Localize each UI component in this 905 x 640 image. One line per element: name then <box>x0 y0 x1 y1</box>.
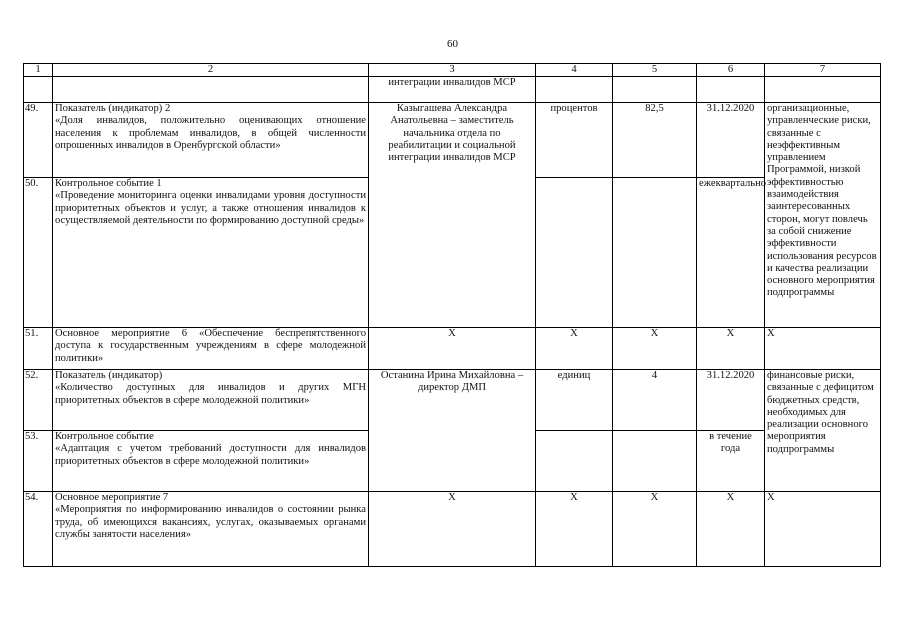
row-number: 49. <box>24 103 53 178</box>
responsible-cell: Останина Ирина Михайловна – директор ДМП <box>369 370 536 492</box>
x-mark: X <box>765 328 881 370</box>
x-mark: X <box>697 492 765 567</box>
events-table <box>23 63 881 567</box>
item-title: Показатель (индикатор) <box>55 370 163 381</box>
item-cell <box>53 431 369 492</box>
page-number: 60 <box>447 38 458 50</box>
item-title: Основное мероприятие 7 <box>55 492 169 503</box>
header-row <box>24 64 881 77</box>
header-cell: 1 <box>24 64 53 77</box>
value-cell: 82,5 <box>613 103 697 178</box>
header-cell: 3 <box>369 64 536 77</box>
date-cell: ежеквартально <box>697 178 765 328</box>
item-title: Контрольное событие 1 <box>55 178 162 189</box>
item-text: «Доля инвалидов, положительно оценивающих отношение населения к проблемам инвалидов, в общей численности опрошенных инвалидов в Оренбургской области» <box>55 115 366 151</box>
x-mark: X <box>613 328 697 370</box>
date-cell: в течение года <box>697 431 765 492</box>
row-number: 50. <box>24 178 53 328</box>
item-text: Основное мероприятие 6 «Обеспечение беспрепятственного доступа к государственным учреждениям в сфере молодежной политики» <box>53 328 369 370</box>
risks-cell: финансовые риски, связанные с дефицитом бюджетных средств, необходимых для реализации основного мероприятия подпрограммы <box>765 370 881 492</box>
x-mark: X <box>613 492 697 567</box>
x-mark: X <box>765 492 881 567</box>
table-row-52 <box>24 370 881 431</box>
date-cell: 31.12.2020 <box>697 103 765 178</box>
header-cell: 7 <box>765 64 881 77</box>
item-text: «Мероприятия по информированию инвалидов о состоянии рынка труда, об имеющихся вакансиях, услугах, оказываемых органами службы занятости населения» <box>55 504 366 540</box>
value-cell: 4 <box>613 370 697 431</box>
row-number: 52. <box>24 370 53 431</box>
risks-cell: организационные, управленческие риски, связанные с неэффективным управлением Программой, низкой эффективностью взаимодействия заинтересованных сторон, могут повлечь за собой снижение эффективности использования ресурсов и качества реализации основного мероприятия подпрограммы <box>765 103 881 328</box>
row-number: 54. <box>24 492 53 567</box>
x-mark: X <box>369 328 536 370</box>
item-title: Контрольное событие <box>55 431 154 442</box>
header-cell: 5 <box>613 64 697 77</box>
unit-cell: процентов <box>536 103 613 178</box>
table-row-51 <box>24 328 881 370</box>
header-cell: 2 <box>53 64 369 77</box>
table-row-54 <box>24 492 881 567</box>
x-mark: X <box>697 328 765 370</box>
continuation-row <box>24 77 881 103</box>
responsible-cell: интеграции инвалидов МСР <box>369 77 536 103</box>
header-cell: 6 <box>697 64 765 77</box>
x-mark: X <box>536 328 613 370</box>
date-cell: 31.12.2020 <box>697 370 765 431</box>
x-mark: X <box>536 492 613 567</box>
row-number: 53. <box>24 431 53 492</box>
table-row-49 <box>24 103 881 178</box>
item-cell <box>53 103 369 178</box>
row-number: 51. <box>24 328 53 370</box>
item-cell <box>53 492 369 567</box>
item-text: «Адаптация с учетом требований доступности для инвалидов приоритетных объектов в сфере молодежной политики» <box>55 443 366 467</box>
x-mark: X <box>369 492 536 567</box>
item-text: «Проведение мониторинга оценки инвалидами уровня доступности приоритетных объектов и услуг, а также отношения инвалидов к осуществляемой деятельности по формированию доступной среды» <box>55 190 366 226</box>
item-text: «Количество доступных для инвалидов и других МГН приоритетных объектов в сфере молодежной политики» <box>55 382 366 406</box>
item-title: Показатель (индикатор) 2 <box>55 103 171 114</box>
header-cell: 4 <box>536 64 613 77</box>
item-cell <box>53 178 369 328</box>
responsible-cell: Казыгашева Александра Анатольевна – заместитель начальника отдела по реабилитации и социальной интеграции инвалидов МСР <box>369 103 536 328</box>
unit-cell: единиц <box>536 370 613 431</box>
item-cell <box>53 370 369 431</box>
